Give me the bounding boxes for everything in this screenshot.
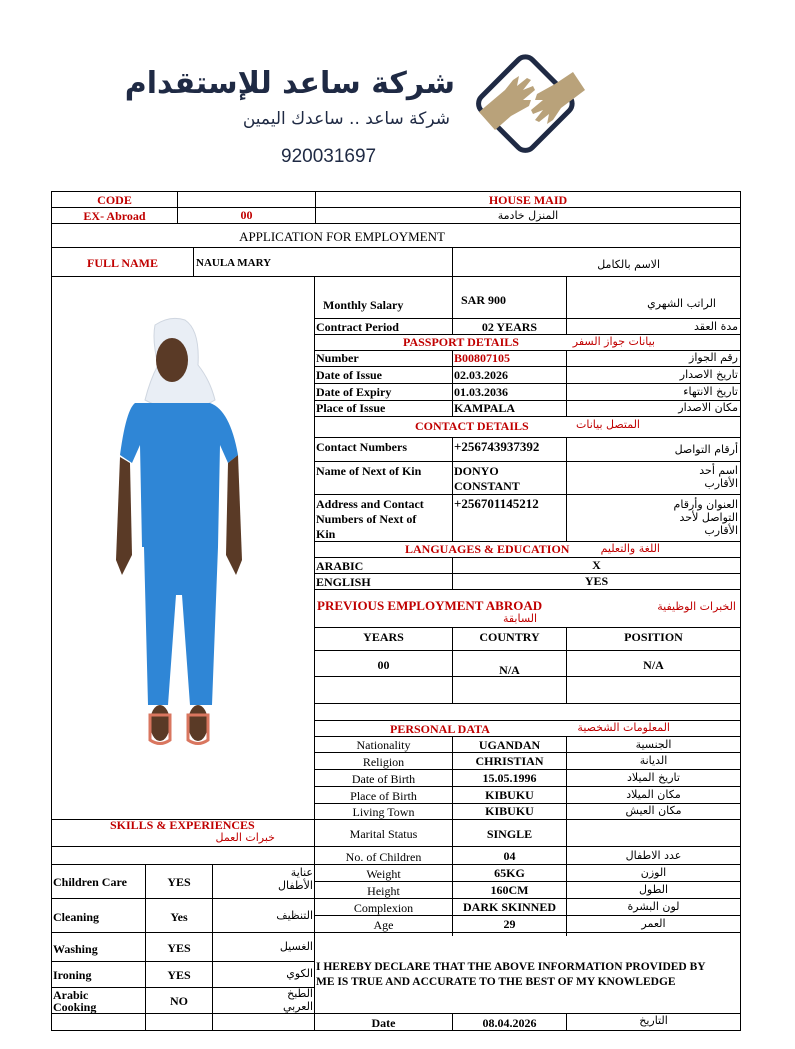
contact-numbers-value: +256743937392 — [454, 439, 540, 454]
skill-washing-ar: الغسيل — [279, 940, 313, 953]
skill-ironing-ar: الكوي — [286, 967, 313, 980]
marital-label: Marital Status — [349, 827, 418, 841]
skill-cleaning-label: Cleaning — [53, 910, 100, 924]
skill-children-care-ar-2: الأطفال — [278, 879, 313, 892]
dob-value: 15.05.1996 — [482, 771, 537, 785]
languages-title-ar: اللغة والتعليم — [600, 542, 660, 555]
skills-title-ar: خبرات العمل — [215, 831, 275, 844]
kin-value-line2: CONSTANT — [454, 479, 520, 493]
hands-logo-icon — [465, 50, 595, 170]
employment-title-ar-line2: السابقة — [502, 612, 538, 625]
passport-number-label: Number — [316, 351, 359, 365]
contact-numbers-ar: أرقام التواصل — [674, 443, 738, 456]
complexion-value: DARK SKINNED — [462, 900, 556, 914]
nationality-value: UGANDAN — [478, 738, 541, 752]
children-count-label: No. of Children — [345, 850, 422, 864]
passport-number-value: B00807105 — [454, 351, 511, 365]
religion-value: CHRISTIAN — [475, 754, 544, 768]
skill-children-care-ar-1: عناية — [290, 866, 313, 879]
complexion-label: Complexion — [353, 901, 414, 915]
passport-number-ar: رقم الجواز — [689, 351, 738, 364]
dob-ar: تاريخ الميلاد — [627, 771, 680, 784]
skill-arabic-cooking-ar-1: الطبخ — [287, 987, 313, 1000]
complexion-ar: لون البشرة — [627, 900, 680, 913]
company-slogan-ar: شركة ساعد .. ساعدك اليمين — [242, 109, 450, 129]
languages-title: LANGUAGES & EDUCATION — [405, 542, 570, 556]
employment-title: PREVIOUS EMPLOYMENT ABROAD — [317, 598, 543, 613]
skill-children-care-value: YES — [167, 875, 191, 889]
children-count-value: 04 — [503, 849, 516, 863]
address-ar-line2: التواصل لأحد — [679, 511, 738, 524]
weight-ar: الوزن — [640, 866, 667, 879]
ex-abroad-label: EX- Abroad — [83, 209, 146, 223]
applicant-figure-icon — [60, 285, 305, 810]
address-ar-line1: العنوان وأرقام — [673, 498, 738, 511]
employment-years: 00 — [377, 658, 390, 672]
employment-country: N/A — [499, 663, 520, 677]
kin-ar-line2: الأقارب — [704, 477, 738, 490]
age-value: 29 — [503, 917, 516, 931]
weight-value: 65KG — [494, 866, 525, 880]
skill-washing-value: YES — [167, 941, 191, 955]
issue-date-ar: تاريخ الاصدار — [679, 368, 738, 381]
skill-arabic-cooking-ar-2: العربي — [282, 1000, 313, 1013]
expiry-date-ar: تاريخ الانتهاء — [683, 385, 738, 398]
issue-date-label: Date of Issue — [316, 368, 382, 382]
nationality-ar: الجنسية — [635, 738, 672, 751]
passport-title-ar: بيانات جواز السفر — [572, 335, 655, 348]
children-count-ar: عدد الاطفال — [625, 849, 682, 862]
skill-arabic-cooking-label-1: Arabic — [53, 988, 89, 1002]
kin-label: Name of Next of Kin — [316, 464, 422, 478]
address-value: +256701145212 — [454, 496, 539, 511]
period-label: Contract Period — [316, 320, 399, 334]
pob-label: Place of Birth — [350, 789, 417, 803]
issue-place-label: Place of Issue — [316, 401, 386, 415]
living-town-value: KIBUKU — [485, 804, 534, 818]
employment-position: N/A — [643, 658, 664, 672]
skill-arabic-cooking-value: NO — [170, 994, 188, 1008]
issue-date-value: 02.03.2026 — [454, 368, 508, 382]
nationality-label: Nationality — [356, 738, 411, 752]
height-value: 160CM — [490, 883, 529, 897]
passport-title: PASSPORT DETAILS — [403, 335, 519, 349]
company-phone: 920031697 — [281, 146, 377, 167]
skill-cleaning-ar: التنظيف — [276, 909, 313, 922]
address-label-line2: Numbers of Next of — [316, 512, 417, 526]
height-ar: الطول — [638, 883, 669, 896]
arabic-value: X — [592, 558, 601, 572]
position-title: HOUSE MAID — [488, 193, 568, 207]
declaration-line2: ME IS TRUE AND ACCURATE TO THE BEST OF MY KNOWLEDGE — [316, 976, 676, 988]
age-ar: العمر — [641, 917, 666, 930]
code-label: CODE — [97, 193, 132, 207]
period-ar: مدة العقد — [694, 320, 738, 333]
expiry-date-label: Date of Expiry — [316, 385, 392, 399]
ex-abroad-value: 00 — [240, 208, 253, 222]
company-name-ar: شركة ساعد للإستقدام — [124, 66, 455, 101]
arabic-label: ARABIC — [316, 559, 364, 573]
address-ar-line3: الأقارب — [704, 524, 738, 537]
period-value: 02 YEARS — [481, 320, 538, 334]
full-name-ar: الاسم بالكامل — [597, 258, 660, 271]
expiry-date-value: 01.03.2036 — [454, 385, 508, 399]
salary-label: Monthly Salary — [323, 298, 404, 312]
date-ar: التاريخ — [639, 1014, 668, 1027]
issue-place-value: KAMPALA — [454, 401, 516, 415]
religion-ar: الديانة — [639, 754, 668, 767]
pob-value: KIBUKU — [485, 788, 534, 802]
skill-cleaning-value: Yes — [170, 910, 188, 924]
english-value: YES — [584, 574, 609, 588]
date-value: 08.04.2026 — [482, 1016, 537, 1030]
living-town-ar: مكان العيش — [625, 804, 682, 817]
skill-ironing-label: Ironing — [53, 968, 92, 982]
skill-ironing-value: YES — [167, 968, 191, 982]
pob-ar: مكان الميلاد — [626, 788, 681, 801]
skills-title: SKILLS & EXPERIENCES — [110, 818, 255, 832]
age-label: Age — [373, 918, 394, 932]
skill-arabic-cooking-label-2: Cooking — [53, 1000, 97, 1014]
contact-numbers-label: Contact Numbers — [316, 440, 407, 454]
position-title-ar: المنزل خادمة — [497, 209, 559, 222]
employment-title-ar-line1: الخبرات الوظيفية — [657, 600, 736, 613]
weight-label: Weight — [366, 867, 401, 881]
kin-value-line1: DONYO — [454, 464, 499, 478]
address-label-line1: Address and Contact — [316, 497, 424, 511]
kin-ar-line1: اسم أحد — [699, 464, 738, 477]
col-country: COUNTRY — [479, 630, 540, 644]
height-label: Height — [367, 884, 400, 898]
salary-value: SAR 900 — [461, 293, 507, 307]
issue-place-ar: مكان الاصدار — [678, 401, 738, 414]
salary-ar: الراتب الشهري — [647, 297, 716, 310]
date-label: Date — [371, 1016, 396, 1030]
address-label-line3: Kin — [316, 527, 336, 541]
religion-label: Religion — [362, 755, 405, 769]
full-name-label: FULL NAME — [87, 256, 159, 270]
dob-label: Date of Birth — [351, 772, 416, 786]
applicant-photo — [60, 285, 305, 810]
contact-title-ar: المتصل بيانات — [576, 418, 640, 431]
declaration-line1: I HEREBY DECLARE THAT THE ABOVE INFORMATION PROVIDED BY — [316, 961, 706, 973]
col-position: POSITION — [624, 630, 683, 644]
skill-children-care-label: Children Care — [53, 875, 127, 889]
form-title: APPLICATION FOR EMPLOYMENT — [239, 229, 445, 244]
col-years: YEARS — [363, 630, 404, 644]
full-name-value: NAULA MARY — [196, 257, 272, 269]
english-label: ENGLISH — [316, 575, 371, 589]
living-town-label: Living Town — [352, 805, 415, 819]
skill-washing-label: Washing — [53, 942, 98, 956]
contact-title: CONTACT DETAILS — [415, 419, 529, 433]
personal-title-ar: المعلومات الشخصية — [577, 721, 670, 734]
marital-value: SINGLE — [486, 827, 533, 841]
personal-title: PERSONAL DATA — [390, 722, 490, 736]
